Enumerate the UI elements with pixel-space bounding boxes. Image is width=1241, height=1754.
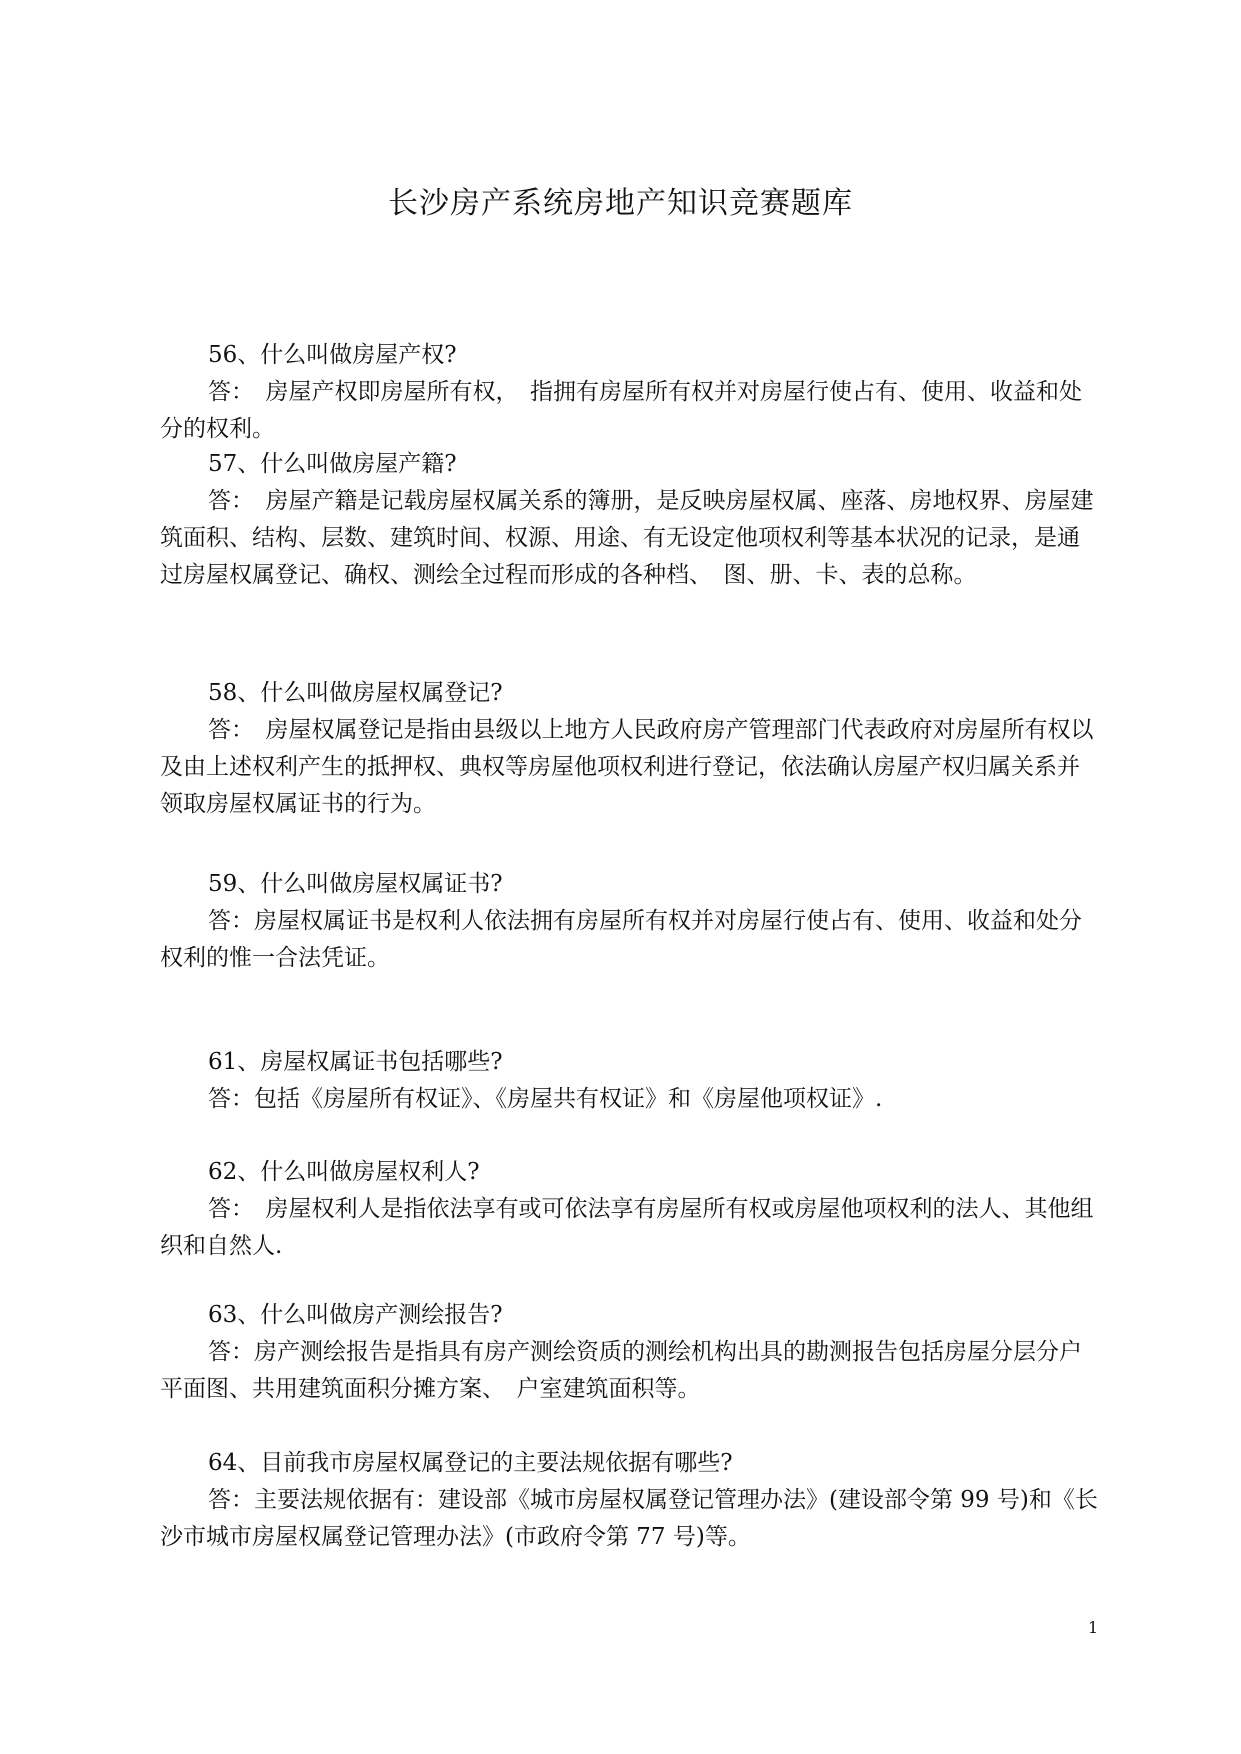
qa-item-56: [160, 337, 1100, 448]
question-text: 63、什么叫做房产测绘报告?: [208, 1302, 503, 1328]
question-text: 64、目前我市房屋权属登记的主要法规依据有哪些?: [208, 1450, 733, 1476]
answer-text: 答： 房屋产权即房屋所有权， 指拥有房屋所有权并对房屋行使占有、使用、收益和处分的权利。: [160, 379, 1082, 442]
answer-text: 答：包括《房屋所有权证》、《房屋共有权证》和《房屋他项权证》.: [208, 1086, 883, 1112]
qa-item-57: [160, 446, 1100, 594]
qa-item-62: [160, 1154, 1100, 1265]
question-text: 62、什么叫做房屋权利人?: [208, 1159, 480, 1185]
question-text: 61、房屋权属证书包括哪些?: [208, 1049, 503, 1075]
question-text: 59、什么叫做房屋权属证书?: [208, 871, 503, 897]
answer-text: 答： 房屋权利人是指依法享有或可依法享有房屋所有权或房屋他项权利的法人、其他组织和自然人.: [160, 1196, 1094, 1259]
answer-text: 答： 房屋产籍是记载房屋权属关系的簿册，是反映房屋权属、座落、房地权界、房屋建筑面积、结构、层数、建筑时间、权源、用途、有无设定他项权利等基本状况的记录，是通过房屋权属登记、确权、测绘全过程而形成的各种档、 图、册、卡、表的总称。: [160, 488, 1094, 588]
question-text: 57、什么叫做房屋产籍?: [208, 451, 457, 477]
answer-text: 答： 房屋权属登记是指由县级以上地方人民政府房产管理部门代表政府对房屋所有权以及由上述权利产生的抵押权、典权等房屋他项权利进行登记，依法确认房屋产权归属关系并领取房屋权属证书的行为。: [160, 717, 1094, 817]
page-number: 1: [1088, 1618, 1099, 1637]
answer-text: 答：主要法规依据有：建设部《城市房屋权属登记管理办法》(建设部令第 99 号)和《长沙市城市房屋权属登记管理办法》(市政府令第 77 号)等。: [160, 1487, 1098, 1550]
qa-item-61: [160, 1044, 1100, 1118]
page-title: 长沙房产系统房地产知识竞赛题库: [388, 186, 853, 221]
question-text: 58、什么叫做房屋权属登记?: [208, 680, 503, 706]
qa-item-58: [160, 675, 1100, 823]
answer-text: 答：房屋权属证书是权利人依法拥有房屋所有权并对房屋行使占有、使用、收益和处分权利的惟一合法凭证。: [160, 908, 1082, 971]
qa-item-63: [160, 1297, 1100, 1408]
qa-item-64: [160, 1445, 1100, 1556]
qa-item-59: [160, 866, 1100, 977]
answer-text: 答：房产测绘报告是指具有房产测绘资质的测绘机构出具的勘测报告包括房屋分层分户平面图、共用建筑面积分摊方案、 户室建筑面积等。: [160, 1339, 1082, 1402]
question-text: 56、什么叫做房屋产权?: [208, 342, 457, 368]
